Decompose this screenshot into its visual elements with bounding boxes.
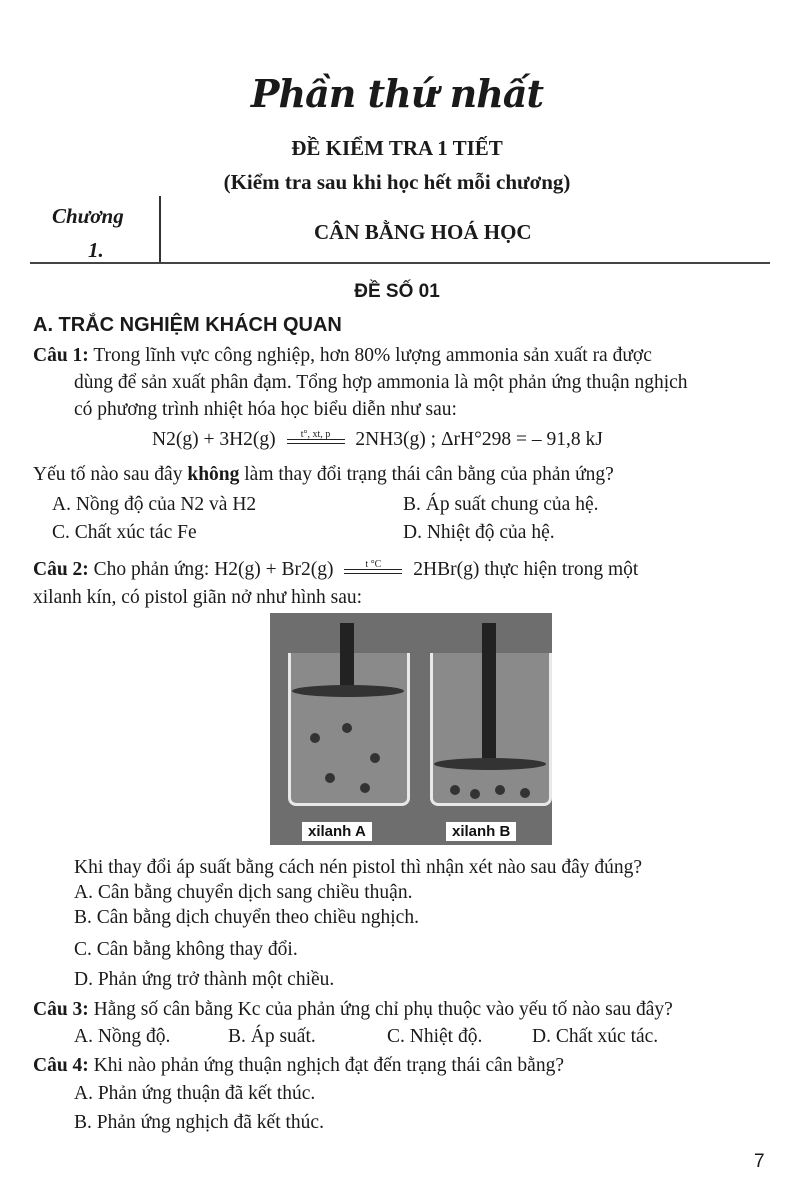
exam-number: ĐỀ SỐ 01 [354, 281, 440, 302]
equilibrium-arrow [344, 558, 402, 579]
q1-line1: Trong lĩnh vực công nghiệp, hơn 80% lượng ammonia sản xuất ra được [93, 345, 652, 366]
chapter-number: 1. [88, 238, 104, 262]
q1-line2: dùng để sản xuất phân đạm. Tổng hợp ammonia là một phản ứng thuận nghịch [74, 372, 688, 393]
chapter-rule [30, 262, 770, 264]
piston-rod-a [340, 623, 354, 693]
q1-question-bold: không [187, 464, 240, 485]
test-title: ĐỀ KIỂM TRA 1 TIẾT [291, 136, 503, 160]
q3-label: Câu 3: [33, 999, 89, 1020]
q1-option-d: D. Nhiệt độ của hệ. [403, 522, 555, 543]
q2-option-d: D. Phản ứng trở thành một chiều. [74, 969, 335, 990]
question-4 [33, 1054, 564, 1078]
q2-question: Khi thay đổi áp suất bằng cách nén pistol thì nhận xét nào sau đây đúng? [74, 857, 643, 878]
q3-option-d: D. Chất xúc tác. [532, 1026, 659, 1047]
chapter-title: CÂN BẰNG HOÁ HỌC [314, 220, 532, 244]
equilibrium-arrow [287, 428, 345, 449]
page-number: 7 [754, 1151, 765, 1172]
chapter-label: Chương [52, 204, 124, 228]
label-cylinder-a: xilanh A [302, 822, 372, 841]
q3-option-c: C. Nhiệt độ. [387, 1026, 483, 1047]
q4-option-a: A. Phản ứng thuận đã kết thúc. [74, 1083, 316, 1104]
chapter-divider [159, 196, 161, 262]
q3-text: Hằng số cân bằng Kc của phản ứng chỉ phụ thuộc vào yếu tố nào sau đây? [93, 999, 673, 1020]
question-1 [33, 344, 652, 368]
part-title: Phần thứ nhất [250, 71, 544, 116]
q1-question-pre: Yếu tố nào sau đây [33, 464, 188, 485]
q2-option-a: A. Cân bằng chuyển dịch sang chiều thuận. [74, 882, 413, 903]
question-2 [33, 558, 638, 582]
eq-right: 2NH3(g) ; ΔrH°298 = – 91,8 kJ [355, 429, 603, 450]
q2-option-c: C. Cân bằng không thay đổi. [74, 939, 298, 960]
q2-label: Câu 2: [33, 559, 89, 580]
piston-a [292, 685, 404, 697]
q2-option-b: B. Cân bằng dịch chuyển theo chiều nghịch. [74, 907, 419, 928]
q1-equation [152, 428, 603, 452]
q4-label: Câu 4: [33, 1055, 89, 1076]
piston-b [434, 758, 546, 770]
q4-option-b: B. Phản ứng nghịch đã kết thúc. [74, 1112, 324, 1133]
q1-option-a: A. Nồng độ của N2 và H2 [52, 494, 257, 515]
piston-rod-b [482, 623, 496, 763]
q3-option-a: A. Nồng độ. [74, 1026, 171, 1047]
q1-line3: có phương trình nhiệt hóa học biểu diễn như sau: [74, 399, 457, 420]
q2-line2: xilanh kín, có pistol giãn nở như hình sau: [33, 587, 363, 608]
q3-option-b: B. Áp suất. [228, 1026, 316, 1047]
test-subtitle: (Kiểm tra sau khi học hết mỗi chương) [223, 170, 571, 194]
q1-label: Câu 1: [33, 345, 89, 366]
q1-question [33, 463, 614, 487]
q2-line1-post: 2HBr(g) thực hiện trong một [413, 559, 639, 580]
q1-option-c: C. Chất xúc tác Fe [52, 522, 197, 543]
q1-option-b: B. Áp suất chung của hệ. [403, 494, 599, 515]
arrow-conditions: t °C [365, 558, 382, 570]
eq-left: N2(g) + 3H2(g) [152, 429, 276, 450]
q4-text: Khi nào phản ứng thuận nghịch đạt đến trạng thái cân bằng? [93, 1055, 564, 1076]
q2-line1-pre: Cho phản ứng: H2(g) + Br2(g) [93, 559, 334, 580]
q1-question-post: làm thay đổi trạng thái cân bằng của phản ứng? [239, 464, 614, 485]
question-3 [33, 998, 673, 1022]
arrow-conditions: t°, xt, p [300, 428, 331, 440]
section-a-heading: A. TRẮC NGHIỆM KHÁCH QUAN [33, 314, 342, 336]
label-cylinder-b: xilanh B [446, 822, 516, 841]
cylinder-figure [270, 613, 552, 845]
